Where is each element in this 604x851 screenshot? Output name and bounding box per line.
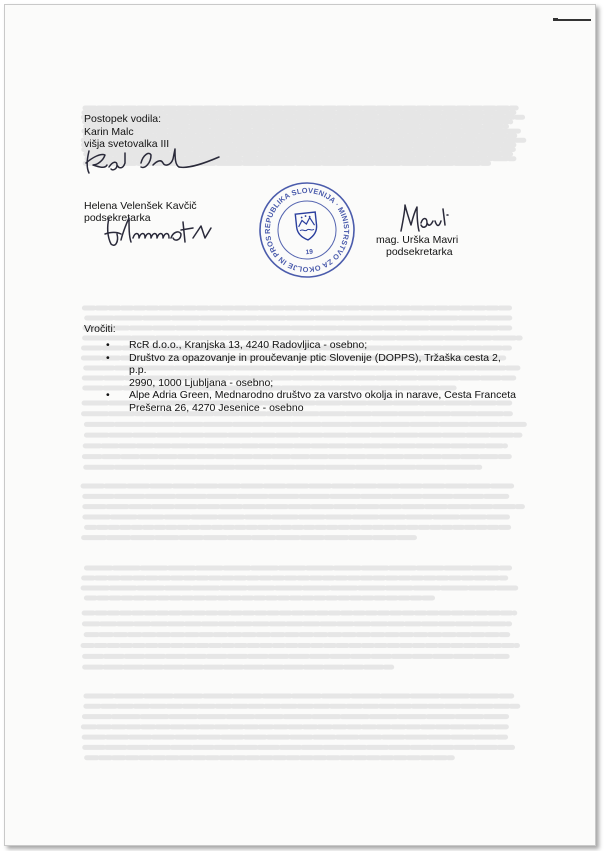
list-item — [97, 352, 517, 390]
signatory-first-title: podsekretarka — [84, 212, 151, 224]
procedure-label: Postopek vodila: — [84, 113, 162, 125]
official-stamp — [257, 180, 357, 280]
bullet-icon: • — [106, 339, 110, 351]
recipient-line: Alpe Adria Green, Mednarodno društvo za varstvo okolja in narave, Cesta Franceta — [129, 389, 516, 401]
corner-scan-mark-line — [557, 19, 591, 21]
document-page — [4, 4, 596, 846]
signature-officer — [83, 143, 223, 179]
officer-title: višja svetovalka III — [84, 138, 170, 150]
signature-first-signatory — [101, 212, 221, 252]
bullet-icon: • — [106, 351, 110, 364]
delivery-label: Vročiti: — [84, 323, 116, 335]
officer-name: Karin Malc — [84, 126, 134, 138]
recipient-line: RcR d.o.o., Kranjska 13, 4240 Radovljica - osebno; — [129, 339, 368, 351]
bullet-icon: • — [106, 389, 110, 401]
svg-text:REPUBLIKA SLOVENIJA · MINISTRS — [257, 180, 355, 279]
recipient-list — [97, 339, 517, 414]
signatory-second-name: mag. Urška Mavri — [376, 234, 459, 246]
list-item — [97, 339, 517, 352]
coat-of-arms-icon — [295, 212, 318, 241]
recipient-line-continued: 2990, 1000 Ljubljana - osebno; — [129, 376, 274, 389]
signatory-second-title: podsekretarka — [386, 246, 453, 258]
list-item — [97, 389, 517, 414]
stamp-number: 19 — [305, 248, 314, 257]
recipient-line-continued: Prešerna 26, 4270 Jesenice - osebno — [129, 401, 304, 414]
signature-second-signatory — [395, 201, 459, 235]
stamp-ring-text: REPUBLIKA SLOVENIJA · MINISTRSTVO ZA OKOLJE IN PROSTOR — [262, 185, 352, 275]
recipient-line: Društvo za opazovanje in proučevanje ptic Slovenije (DOPPS), Tržaška cesta 2, p.p. — [129, 351, 501, 376]
signatory-first-name: Helena Velenšek Kavčič — [84, 200, 197, 212]
